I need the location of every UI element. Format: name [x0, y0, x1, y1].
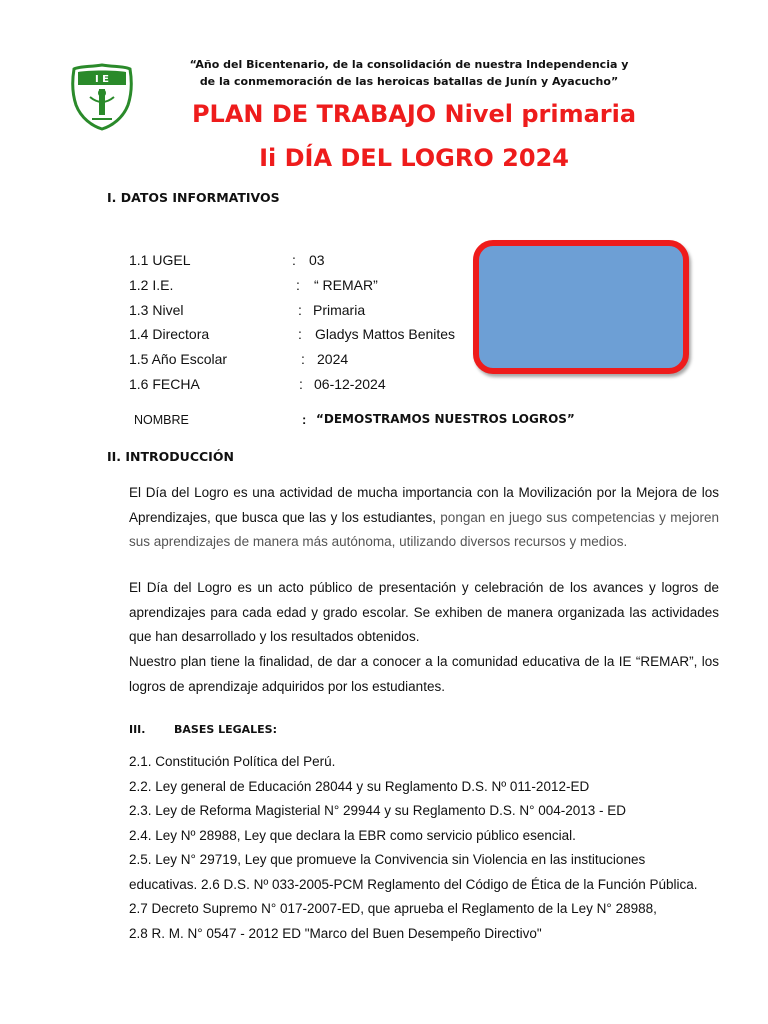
section-heading-bases: BASES LEGALES:: [174, 723, 277, 736]
nombre-label: NOMBRE: [134, 413, 189, 427]
datos-value: 2024: [317, 351, 349, 367]
intro-paragraph-1: [129, 481, 719, 555]
logo-text: I E: [94, 74, 110, 85]
motto-line-1: “Año del Bicentenario, de la consolidación de nuestra Independencia y: [189, 58, 629, 71]
section-number-bases: III.: [129, 723, 146, 736]
intro-paragraph-1-part-b: pongan en juego sus competencias y mejoren sus aprendizajes de manera más autónoma, utilizando diversos recursos y medios.: [129, 509, 719, 549]
list-item: 2.3. Ley de Reforma Magisterial N° 29944 y su Reglamento D.S. N° 004-2013 - ED: [129, 803, 627, 818]
datos-separator: :: [292, 252, 296, 268]
list-item: 2.8 R. M. N° 0547 - 2012 ED "Marco del Buen Desempeño Directivo": [129, 925, 542, 941]
list-item: 2.4. Ley Nº 28988, Ley que declara la EBR como servicio público esencial.: [129, 827, 576, 843]
datos-separator: :: [296, 277, 300, 293]
datos-value: “ REMAR”: [314, 277, 378, 293]
datos-label: 1.1 UGEL: [129, 252, 191, 268]
datos-separator: :: [298, 302, 302, 318]
school-logo: [70, 63, 134, 131]
nombre-separator: :: [302, 412, 307, 427]
motto: [150, 56, 668, 90]
intro-paragraph-1-part-a: El Día del Logro es una actividad de mucha importancia con la Movilización por la Mejora de los Aprendizajes, que busca que las y los estudiantes,: [129, 485, 719, 525]
intro-paragraph-2: El Día del Logro es un acto público de presentación y celebración de los avances y logros de aprendizajes para cada edad y grado escolar. Se exhiben de manera organizada las actividades que han desarrollado y los resultados obtenidos.: [129, 580, 719, 644]
list-item: 2.1. Constitución Política del Perú.: [129, 754, 336, 769]
datos-value: 03: [309, 252, 325, 268]
nombre-value: “DEMOSTRAMOS NUESTROS LOGROS”: [316, 412, 575, 426]
list-item: 2.5. Ley N° 29719, Ley que promueve la Convivencia sin Violencia en las instituciones educativas. 2.6 D.S. Nº 033-2005-PCM Reglamento del Código de Ética de la Función Pública.: [129, 852, 698, 892]
datos-label: 1.6 FECHA: [129, 376, 200, 392]
document-subtitle: Ii DÍA DEL LOGRO 2024: [259, 144, 569, 172]
datos-label: 1.4 Directora: [129, 326, 210, 342]
section-heading-introduccion: II. INTRODUCCIÓN: [107, 449, 234, 464]
datos-value: Gladys Mattos Benites: [315, 326, 456, 342]
datos-separator: :: [298, 326, 302, 342]
document-title: PLAN DE TRABAJO Nivel primaria: [191, 100, 637, 128]
datos-separator: :: [299, 376, 303, 392]
datos-value: Primaria: [313, 302, 366, 318]
motto-line-2: de la conmemoración de las heroicas batallas de Junín y Ayacucho”: [199, 75, 619, 88]
datos-value: 06-12-2024: [314, 376, 386, 392]
section-heading-datos: I. DATOS INFORMATIVOS: [107, 190, 280, 205]
datos-label: 1.3 Nivel: [129, 302, 184, 318]
datos-separator: :: [301, 351, 305, 367]
list-item: 2.7 Decreto Supremo N° 017-2007-ED, que aprueba el Reglamento de la Ley N° 28988,: [129, 901, 657, 916]
photo-frame: [473, 240, 689, 374]
intro-paragraph-3: Nuestro plan tiene la finalidad, de dar a conocer a la comunidad educativa de la IE “REMAR”, los logros de aprendizaje adquiridos por los estudiantes.: [129, 654, 719, 694]
list-item: 2.2. Ley general de Educación 28044 y su Reglamento D.S. Nº 011-2012-ED: [129, 778, 590, 794]
datos-label: 1.5 Año Escolar: [129, 351, 228, 367]
bases-list: [129, 750, 729, 946]
datos-label: 1.2 I.E.: [129, 277, 174, 293]
